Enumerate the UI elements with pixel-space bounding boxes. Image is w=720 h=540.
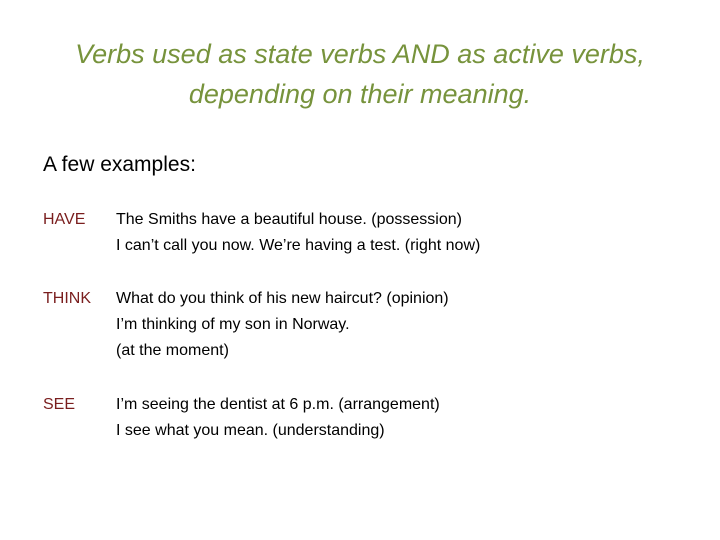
verb-label-see: SEE bbox=[43, 396, 76, 413]
example-sentence: I see what you mean. (understanding) bbox=[116, 422, 385, 439]
example-sentence: The Smiths have a beautiful house. (possession) bbox=[116, 211, 462, 228]
verb-label-have: HAVE bbox=[43, 211, 86, 228]
slide-title bbox=[40, 34, 680, 114]
example-sentence: I’m seeing the dentist at 6 p.m. (arrangement) bbox=[116, 396, 440, 413]
example-sentence: I can’t call you now. We’re having a test. (right now) bbox=[116, 237, 481, 254]
example-sentence: (at the moment) bbox=[116, 342, 229, 359]
example-sentence: What do you think of his new haircut? (opinion) bbox=[116, 290, 449, 307]
example-sentences-have bbox=[116, 207, 480, 259]
title-line-1: Verbs used as state verbs AND as active verbs, bbox=[75, 39, 645, 69]
intro-text: A few examples: bbox=[43, 153, 196, 176]
example-sentences-think bbox=[116, 286, 449, 364]
example-sentence: I’m thinking of my son in Norway. bbox=[116, 316, 350, 333]
title-line-2: depending on their meaning. bbox=[188, 79, 532, 109]
verb-label-think: THINK bbox=[43, 290, 91, 307]
example-sentences-see bbox=[116, 392, 440, 444]
